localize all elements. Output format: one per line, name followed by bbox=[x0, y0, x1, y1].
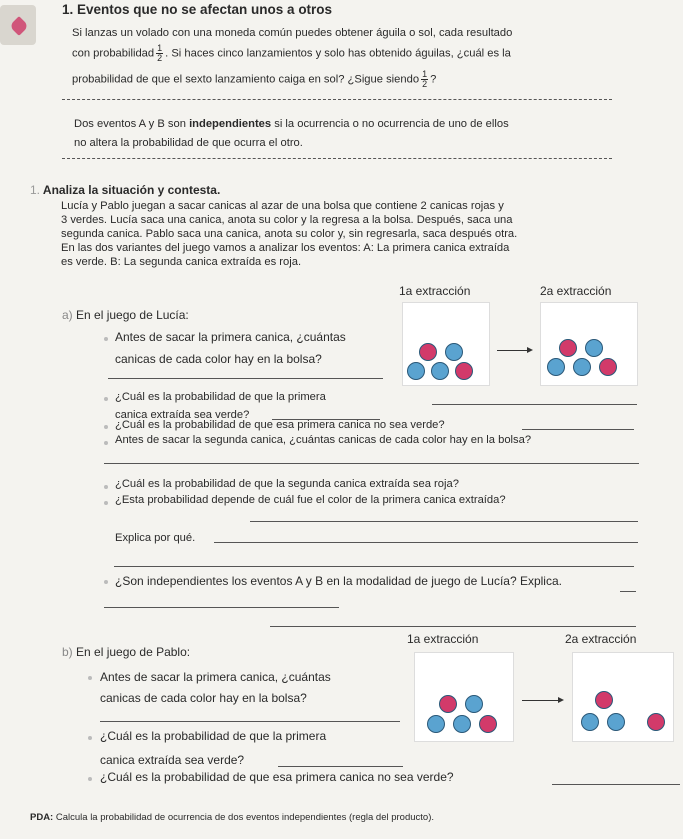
part-b-title: b) En el juego de Pablo: bbox=[62, 645, 191, 659]
fraction-one-half: $\frac{1}{2}$ bbox=[422, 69, 428, 89]
answer-line[interactable] bbox=[250, 521, 638, 522]
extraction-1-label: 1a extracción bbox=[407, 632, 479, 646]
answer-line[interactable] bbox=[104, 607, 339, 608]
question-b1-line-2: canicas de cada color hay en la bolsa? bbox=[100, 691, 307, 705]
answer-line[interactable] bbox=[114, 566, 634, 567]
red-marble bbox=[559, 339, 577, 357]
definition-line-2: no altera la probabilidad de que ocurra el otro. bbox=[74, 137, 303, 149]
intro-line-1: Si lanzas un volado con una moneda común puedes obtener águila o sol, cada resultado bbox=[72, 27, 513, 39]
red-marble bbox=[455, 362, 473, 380]
question-b2-line-2: canica extraída sea verde? bbox=[100, 753, 245, 767]
bullet bbox=[88, 736, 92, 740]
question-a2-line-2: canica extraída sea verde? bbox=[115, 409, 250, 421]
arrow-right-icon bbox=[497, 350, 531, 351]
question-a3: ¿Cuál es la probabilidad de que esa primera canica no sea verde? bbox=[115, 419, 445, 431]
fraction-one-half: $\frac{1}{2}$ bbox=[157, 43, 163, 63]
lesson-badge bbox=[0, 5, 36, 45]
green-marble bbox=[465, 695, 483, 713]
scenario-line: 3 verdes. Lucía saca una canica, anota su color y la regresa a la bolsa. Después, saca una bbox=[61, 214, 513, 226]
scenario-line: es verde. B: La segunda canica extraída es roja. bbox=[61, 256, 302, 268]
bullet bbox=[104, 425, 108, 429]
arrow-right-icon bbox=[522, 700, 562, 701]
green-marble bbox=[581, 713, 599, 731]
red-marble bbox=[647, 713, 665, 731]
red-marble bbox=[595, 691, 613, 709]
green-marble bbox=[547, 358, 565, 376]
bullet bbox=[104, 580, 108, 584]
red-marble bbox=[419, 343, 437, 361]
answer-line[interactable] bbox=[108, 378, 383, 379]
question-a6-line-2: Explica por qué. bbox=[115, 532, 196, 544]
bag-diagram-b-second bbox=[572, 652, 674, 742]
bullet bbox=[104, 485, 108, 489]
green-marble bbox=[453, 715, 471, 733]
divider bbox=[62, 99, 612, 100]
answer-line[interactable] bbox=[104, 463, 639, 464]
answer-line[interactable] bbox=[278, 766, 403, 767]
bullet bbox=[104, 397, 108, 401]
question-a1-line-1: Antes de sacar la primera canica, ¿cuántas bbox=[115, 330, 346, 344]
part-a-title: a) En el juego de Lucía: bbox=[62, 308, 189, 322]
answer-line[interactable] bbox=[270, 626, 636, 627]
question-b3: ¿Cuál es la probabilidad de que esa primera canica no sea verde? bbox=[100, 770, 454, 784]
bullet bbox=[88, 777, 92, 781]
answer-line[interactable] bbox=[214, 542, 638, 543]
scenario-line: En las dos variantes del juego vamos a analizar los eventos: A: La primera canica extraída bbox=[61, 242, 510, 254]
red-marble bbox=[479, 715, 497, 733]
question-b1-line-1: Antes de sacar la primera canica, ¿cuántas bbox=[100, 670, 331, 684]
section-heading: 1. Analiza la situación y contesta. bbox=[30, 183, 221, 197]
green-marble bbox=[407, 362, 425, 380]
scenario-line: Lucía y Pablo juegan a sacar canicas al azar de una bolsa que contiene 2 canicas rojas y bbox=[61, 200, 504, 212]
divider bbox=[62, 158, 612, 159]
definition-line-1: Dos eventos A y B son independientes si la ocurrencia o no ocurrencia de uno de ellos bbox=[74, 118, 509, 130]
intro-line-2: con probabilidad $\frac{1}{2}$ . Si haces cinco lanzamientos y solo has obtenido águilas, ¿cuál es la bbox=[72, 43, 511, 63]
extraction-1-label: 1a extracción bbox=[399, 284, 471, 298]
question-a1-line-2: canicas de cada color hay en la bolsa? bbox=[115, 352, 322, 366]
bag-diagram-b-first bbox=[414, 652, 514, 742]
green-marble bbox=[431, 362, 449, 380]
intro-line-3: probabilidad de que el sexto lanzamiento caiga en sol? ¿Sigue siendo $\frac{1}{2}$ ? bbox=[72, 69, 437, 89]
bullet bbox=[88, 676, 92, 680]
footer-pda: PDA: Calcula la probabilidad de ocurrencia de dos eventos independientes (regla del producto). bbox=[30, 812, 435, 823]
question-b2-line-1: ¿Cuál es la probabilidad de que la primera bbox=[100, 729, 327, 743]
question-a2-line-1: ¿Cuál es la probabilidad de que la primera bbox=[115, 391, 326, 403]
answer-line[interactable] bbox=[552, 784, 680, 785]
page-title: 1. Eventos que no se afectan unos a otros bbox=[62, 2, 333, 17]
bag-diagram-a-first bbox=[402, 302, 490, 386]
red-marble bbox=[439, 695, 457, 713]
heart-icon bbox=[9, 16, 29, 36]
extraction-2-label: 2a extracción bbox=[540, 284, 612, 298]
green-marble bbox=[427, 715, 445, 733]
question-a7: ¿Son independientes los eventos A y B en la modalidad de juego de Lucía? Explica. bbox=[115, 574, 562, 588]
bullet bbox=[104, 441, 108, 445]
question-a5: ¿Cuál es la probabilidad de que la segunda canica extraída sea roja? bbox=[115, 478, 459, 490]
answer-line[interactable] bbox=[620, 591, 636, 592]
green-marble bbox=[573, 358, 591, 376]
bullet bbox=[104, 501, 108, 505]
red-marble bbox=[599, 358, 617, 376]
answer-line[interactable] bbox=[432, 404, 637, 405]
answer-line[interactable] bbox=[522, 429, 634, 430]
bullet bbox=[104, 337, 108, 341]
scenario-line: segunda canica. Pablo saca una canica, anota su color y, sin regresarla, saca después otra. bbox=[61, 228, 518, 240]
green-marble bbox=[607, 713, 625, 731]
green-marble bbox=[585, 339, 603, 357]
question-a6-line-1: ¿Esta probabilidad depende de cuál fue el color de la primera canica extraída? bbox=[115, 494, 506, 506]
green-marble bbox=[445, 343, 463, 361]
bag-diagram-a-second bbox=[540, 302, 638, 386]
answer-line[interactable] bbox=[100, 721, 400, 722]
question-a4: Antes de sacar la segunda canica, ¿cuántas canicas de cada color hay en la bolsa? bbox=[115, 434, 532, 446]
extraction-2-label: 2a extracción bbox=[565, 632, 637, 646]
